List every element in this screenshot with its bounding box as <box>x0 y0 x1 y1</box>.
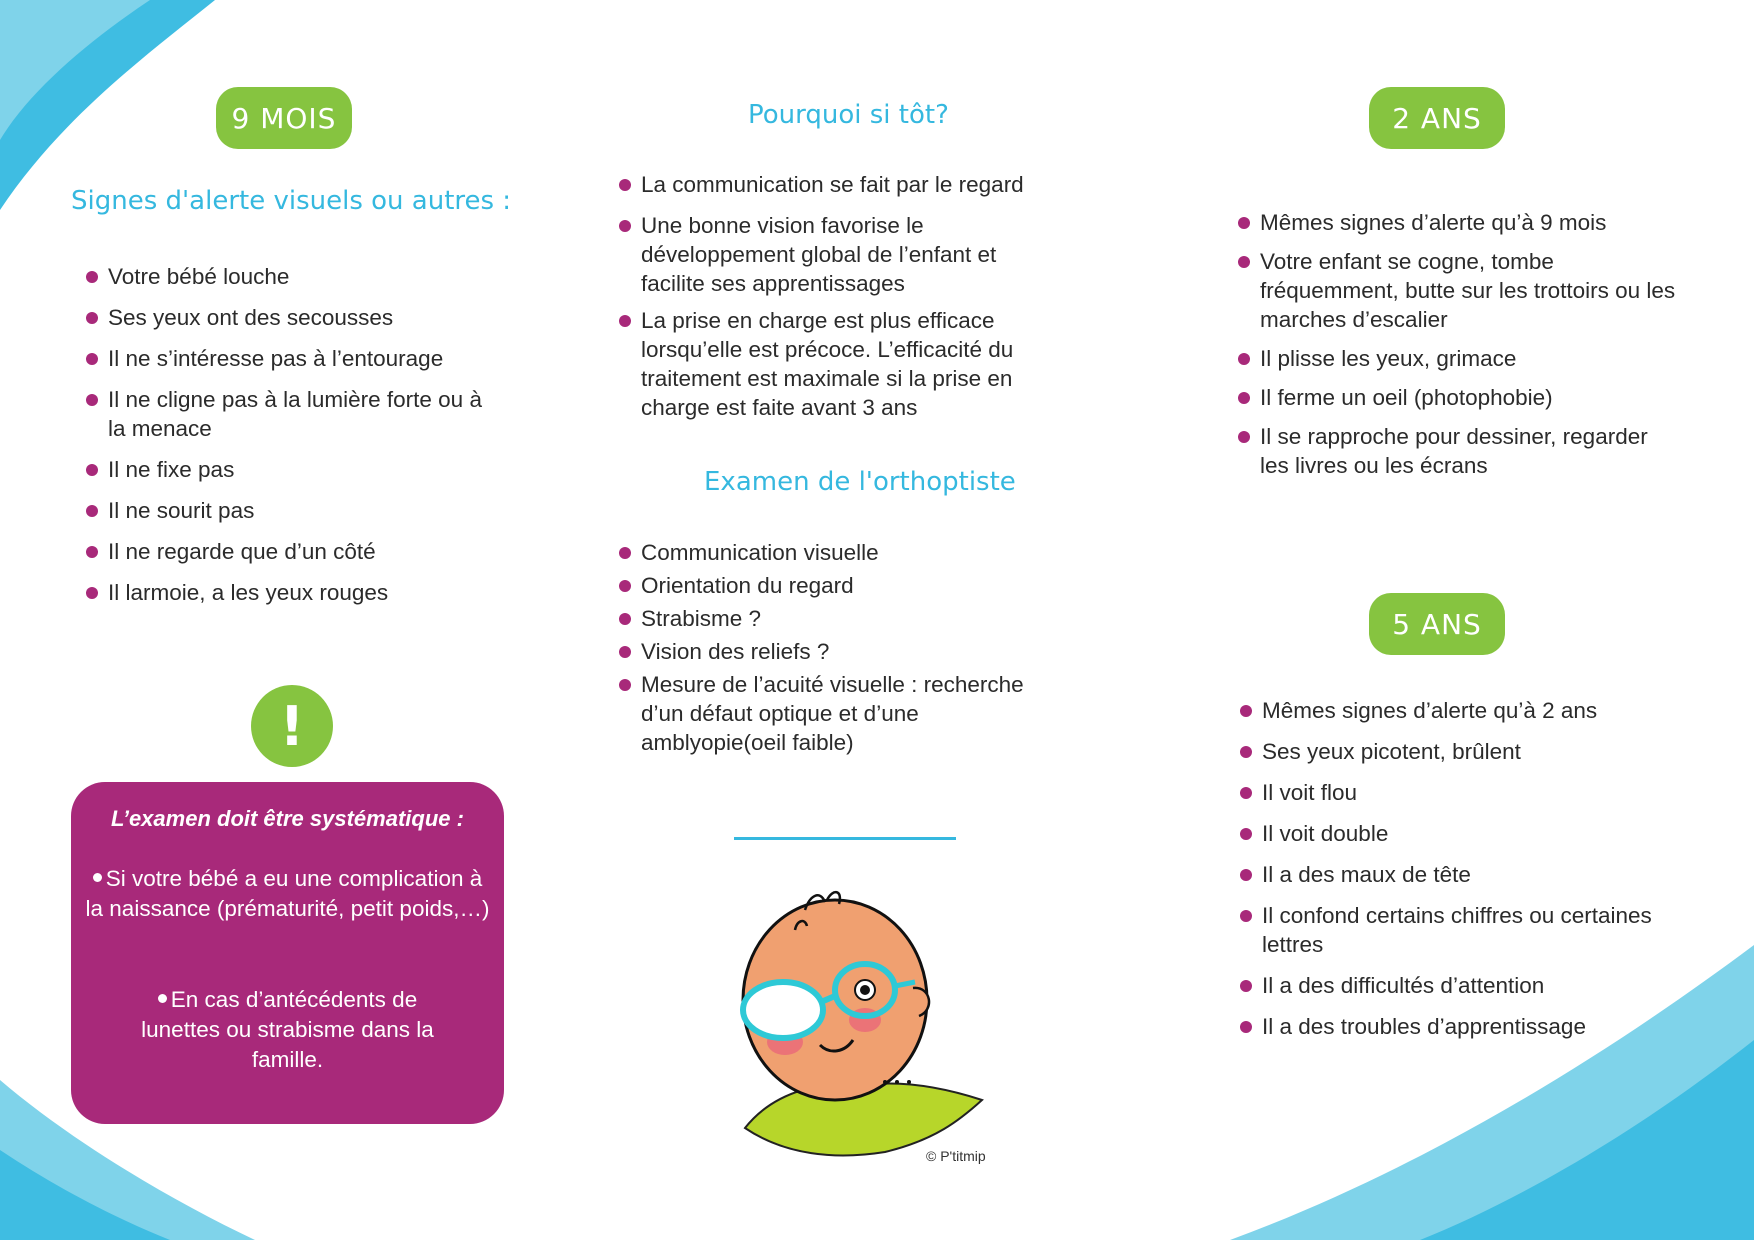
list-item: Il a des maux de tête <box>1238 860 1678 889</box>
illustration-credit: © P'titmip <box>926 1148 986 1164</box>
list-item: Il ne fixe pas <box>84 455 504 484</box>
list-item: Il voit flou <box>1238 778 1678 807</box>
list-item: Il ne regarde que d’un côté <box>84 537 504 566</box>
list-item: Vision des reliefs ? <box>617 637 1057 666</box>
list-item: Orientation du regard <box>617 571 1057 600</box>
list-item: Il voit double <box>1238 819 1678 848</box>
five-years-list <box>1238 696 1678 1041</box>
baby-with-glasses-illustration <box>735 890 995 1160</box>
bullet-icon <box>158 994 167 1003</box>
orthoptist-heading: Examen de l'orthoptiste <box>704 467 1016 497</box>
bullet-icon <box>93 873 102 882</box>
callout-title: L’examen doit être systématique : <box>111 806 464 831</box>
list-item: Ses yeux picotent, brûlent <box>1238 737 1678 766</box>
list-item: Il ne sourit pas <box>84 496 504 525</box>
list-item: Mesure de l’acuité visuelle : recherche d’un défaut optique et d’une amblyopie(oeil faible) <box>617 670 1057 757</box>
list-item: Strabisme ? <box>617 604 1057 633</box>
divider <box>734 837 956 840</box>
systematic-exam-callout <box>71 782 504 1124</box>
callout-item: En cas d’antécédents de lunettes ou strabisme dans la famille. <box>141 987 434 1072</box>
exclamation-icon: ! <box>251 685 333 767</box>
list-item: Il ne cligne pas à la lumière forte ou à la menace <box>84 385 504 443</box>
list-item: La prise en charge est plus efficace lorsqu’elle est précoce. L’efficacité du traitement est maximale si la prise en charge est faite avant 3 ans <box>617 306 1057 422</box>
orthoptist-exam-list <box>617 538 1057 757</box>
list-item: Il a des difficultés d’attention <box>1238 971 1678 1000</box>
list-item: Communication visuelle <box>617 538 1057 567</box>
list-item: Votre enfant se cogne, tombe fréquemment, butte sur les trottoirs ou les marches d’escalier <box>1236 247 1676 334</box>
list-item: Mêmes signes d’alerte qu’à 9 mois <box>1236 208 1676 237</box>
list-item: Il confond certains chiffres ou certaines lettres <box>1238 901 1678 959</box>
list-item: Ses yeux ont des secousses <box>84 303 504 332</box>
left-alert-list <box>84 262 504 607</box>
list-item: Il larmoie, a les yeux rouges <box>84 578 504 607</box>
callout-item: Si votre bébé a eu une complication à la naissance (prématurité, petit poids,…) <box>85 866 490 921</box>
list-item: Il a des troubles d’apprentissage <box>1238 1012 1678 1041</box>
list-item: La communication se fait par le regard <box>617 170 1057 199</box>
list-item: Votre bébé louche <box>84 262 504 291</box>
list-item: Mêmes signes d’alerte qu’à 2 ans <box>1238 696 1678 725</box>
list-item: Il ne s’intéresse pas à l’entourage <box>84 344 504 373</box>
why-early-list <box>617 170 1057 422</box>
badge-5-ans: 5 ANS <box>1369 593 1505 655</box>
list-item: Il se rapproche pour dessiner, regarder les livres ou les écrans <box>1236 422 1676 480</box>
badge-9-mois: 9 MOIS <box>216 87 352 149</box>
list-item: Une bonne vision favorise le développement global de l’enfant et facilite ses apprentissages <box>617 211 1057 298</box>
two-years-list <box>1236 208 1676 480</box>
left-heading: Signes d'alerte visuels ou autres : <box>71 186 512 216</box>
badge-2-ans: 2 ANS <box>1369 87 1505 149</box>
list-item: Il plisse les yeux, grimace <box>1236 344 1676 373</box>
list-item: Il ferme un oeil (photophobie) <box>1236 383 1676 412</box>
why-early-heading: Pourquoi si tôt? <box>748 100 949 130</box>
